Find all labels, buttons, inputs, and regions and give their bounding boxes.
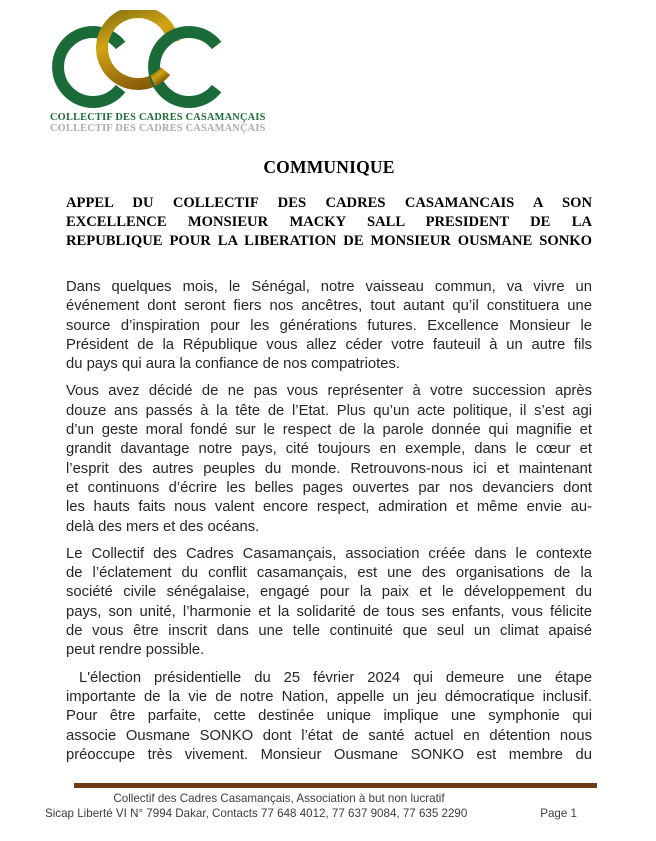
- text-line: du pays qui aura la confiance de nos compatriotes.: [66, 356, 400, 373]
- logo-org-name: COLLECTIF DES CADRES CASAMANÇAIS: [50, 112, 266, 123]
- footer-address-line: [45, 807, 577, 822]
- text-line: société civile sénégalaise, engagé pour la paix et le développement du: [66, 584, 592, 601]
- page-number: Page 1: [540, 806, 577, 820]
- footer-rule: [74, 783, 597, 788]
- ccc-monogram-icon: [50, 10, 236, 110]
- document-paragraphs: [66, 278, 592, 765]
- paragraph: [66, 545, 592, 661]
- paragraph: [66, 382, 592, 536]
- text-line: Vous avez décidé de ne pas vous représenter à votre succession après: [66, 383, 592, 400]
- text-line: APPEL DU COLLECTIF DES CADRES CASAMANCAIS A SON: [66, 195, 592, 211]
- text-line: Président de la République vous allez céder votre fauteuil à un autre fils: [66, 336, 592, 353]
- paragraph: [66, 278, 592, 374]
- text-line: de vous être inscrit dans une telle continuité que seul un climat apaisé: [66, 623, 592, 640]
- footer-org-line: Collectif des Cadres Casamançais, Association à but non lucratif: [113, 792, 445, 805]
- footer-address: Sicap Liberté VI N° 7994 Dakar, Contacts 77 648 4012, 77 637 9084, 77 635 2290: [45, 806, 468, 820]
- text-line: l’esprit des autres peuples du monde. Retrouvons-nous ici et maintenant: [66, 460, 592, 477]
- text-line: REPUBLIQUE POUR LA LIBERATION DE MONSIEUR OUSMANE SONKO: [66, 233, 592, 249]
- text-line: d’un geste moral fondé sur le respect de la parole donnée qui magnifie et: [66, 422, 592, 439]
- logo-org-name-reflection: COLLECTIF DES CADRES CASAMANÇAIS: [50, 123, 266, 134]
- letter-c-gold-middle: [89, 10, 180, 93]
- letter-c-green-right: [154, 32, 217, 102]
- text-line: peut rendre possible.: [66, 642, 205, 659]
- text-line: importante de la vie de notre Nation, appelle un jeu démocratique inclusif.: [66, 688, 592, 705]
- text-line: source d’inspiration pour les générations futures. Excellence Monsieur le: [66, 317, 592, 334]
- text-line: associe Ousmane SONKO dont l’état de santé actuel en détention nous: [66, 727, 592, 744]
- text-line: grandit davantage notre pays, cité toujours en exemple, dans le cœur et: [66, 441, 592, 458]
- text-line: de l’éclatement du conflit casamançais, est une des organisations de la: [66, 565, 592, 582]
- document-title: COMMUNIQUE: [263, 157, 395, 177]
- footer: [45, 792, 577, 821]
- paragraph: [66, 669, 592, 765]
- text-line: pays, son unité, l’harmonie et la solidarité de tous ses enfants, vous félicite: [66, 603, 592, 620]
- text-line: Le Collectif des Cadres Casamançais, association créée dans le contexte: [66, 545, 592, 562]
- text-line: douze ans passés à la tête de l’Etat. Plus qu’un acte politique, il s’est agi: [66, 402, 592, 419]
- text-line: et continuons d’écrire les belles pages ouvertes par nos devanciers dont: [66, 479, 592, 496]
- text-line: préoccupe très vivement. Monsieur Ousmane SONKO est membre du: [66, 746, 592, 763]
- text-line: delà des mers et des océans.: [66, 518, 260, 535]
- document-body: [66, 157, 592, 773]
- text-line: L'élection présidentielle du 25 février 2024 qui demeure une étape: [66, 669, 592, 686]
- text-line: événement dont seront fiers nos ancêtres, tout autant qu’il constituera une: [66, 298, 592, 315]
- document-subtitle: [66, 194, 592, 251]
- text-line: EXCELLENCE MONSIEUR MACKY SALL PRESIDENT DE LA: [66, 214, 592, 230]
- text-line: Pour être parfaite, cette destinée unique implique une symphonie qui: [66, 708, 592, 725]
- text-line: Dans quelques mois, le Sénégal, notre vaisseau commun, va vivre un: [66, 279, 592, 295]
- text-line: les hauts faits nous valent encore respect, admiration et même envie au-: [66, 499, 592, 516]
- logo: [50, 10, 266, 134]
